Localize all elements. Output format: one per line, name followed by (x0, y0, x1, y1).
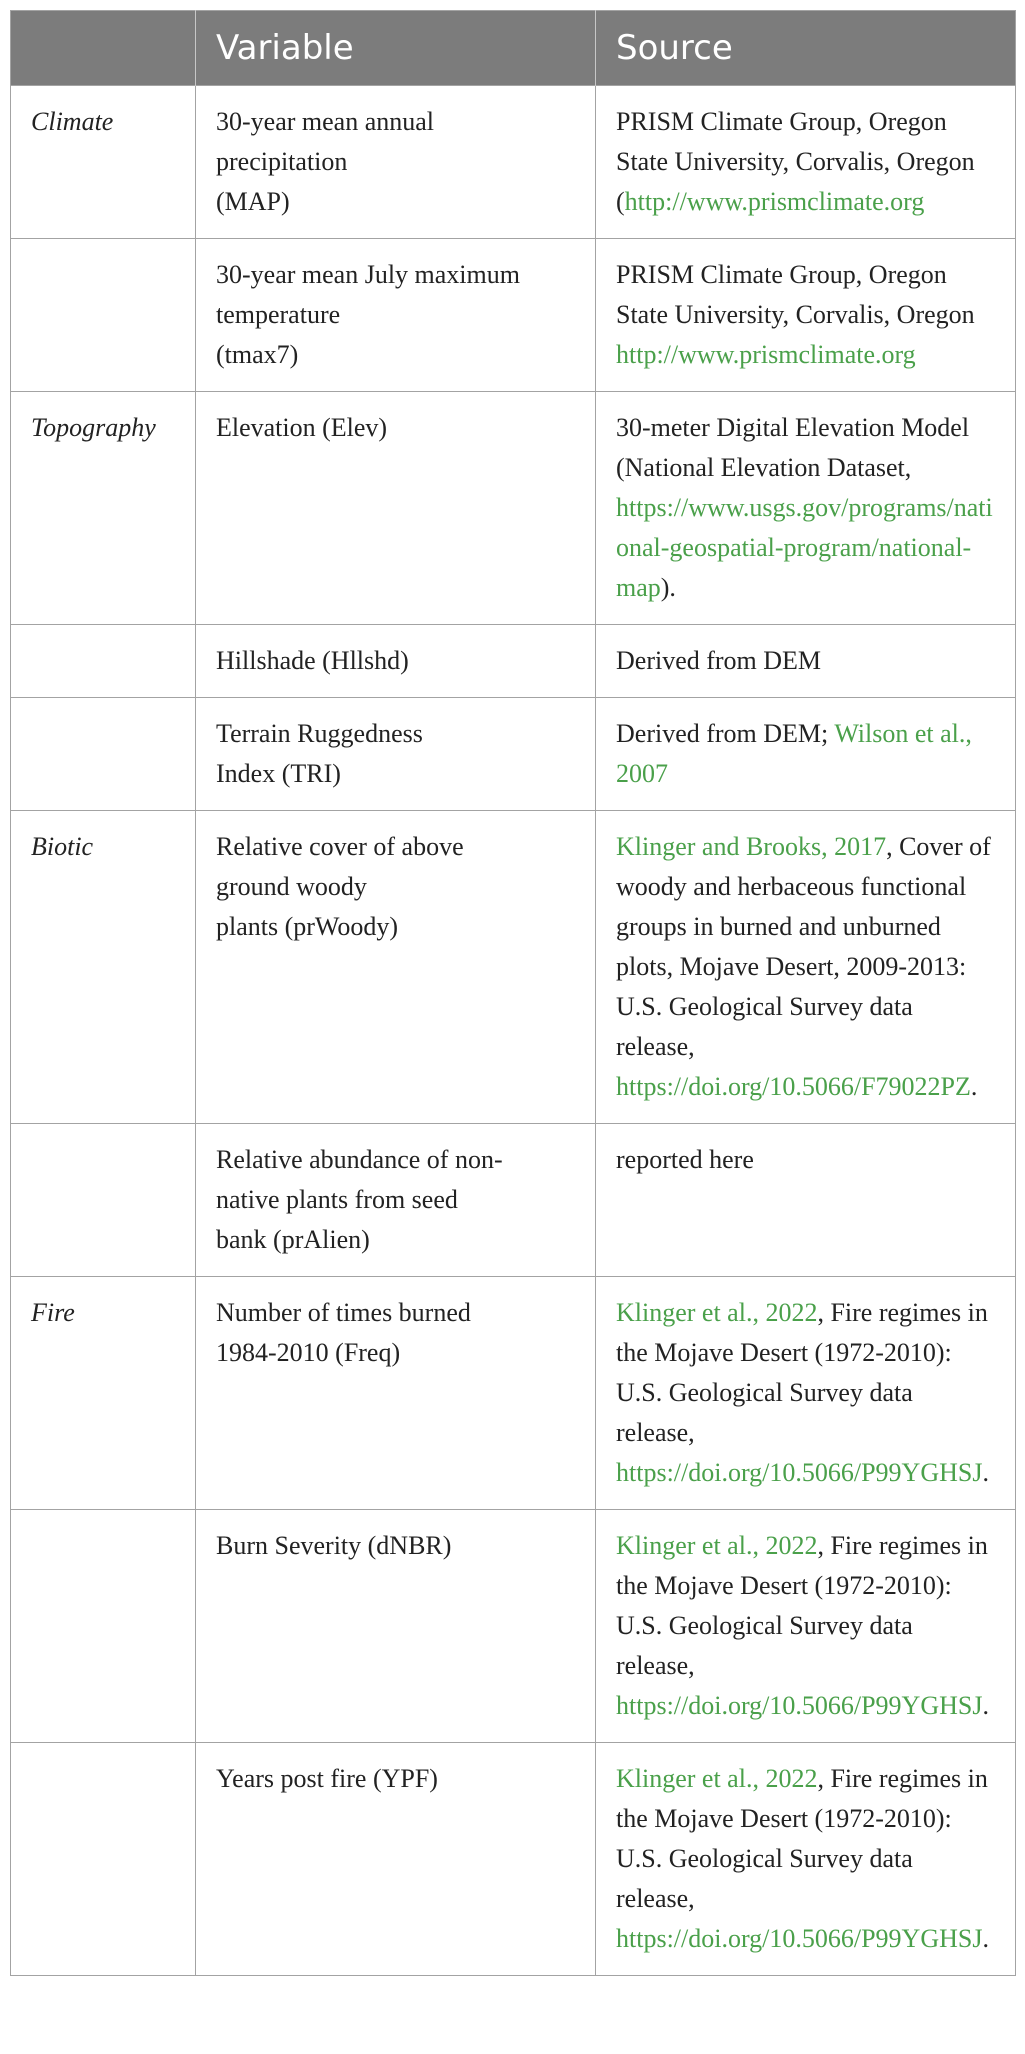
category-cell (11, 1510, 196, 1743)
header-category (11, 11, 196, 86)
variable-cell (196, 625, 596, 698)
variable-line: 1984-2010 (Freq) (216, 1338, 401, 1367)
source-link[interactable]: http://www.prismclimate.org (616, 340, 916, 369)
category-cell (11, 1743, 196, 1976)
category-cell (11, 1124, 196, 1277)
source-cell (596, 1277, 1016, 1510)
variable-cell (196, 1124, 596, 1277)
category-cell (11, 698, 196, 811)
variable-line: Elevation (Elev) (216, 413, 388, 442)
variable-cell (196, 239, 596, 392)
variable-line: Index (TRI) (216, 759, 341, 788)
variable-line: 30-year mean annual (216, 107, 435, 136)
variable-cell (196, 1743, 596, 1976)
variable-cell (196, 392, 596, 625)
source-text: 30-meter Digital Elevation Model (National Elevation Dataset, (616, 413, 970, 482)
source-cell (596, 1510, 1016, 1743)
variable-line: Relative abundance of non- (216, 1145, 503, 1174)
table-row (11, 1743, 1016, 1976)
source-link[interactable]: https://doi.org/10.5066/P99YGHSJ (616, 1691, 983, 1720)
table-row (11, 86, 1016, 239)
category-cell: Biotic (11, 811, 196, 1124)
source-link[interactable]: https://www.usgs.gov/programs/national-geospatial-program/national-map (616, 493, 993, 602)
variable-cell (196, 86, 596, 239)
source-cell (596, 86, 1016, 239)
source-text: Derived from DEM; (616, 719, 835, 748)
source-text: , Fire regimes in the Mojave Desert (1972-2010): U.S. Geological Survey data release, (616, 1531, 988, 1680)
table-row (11, 239, 1016, 392)
source-link[interactable]: Klinger et al., 2022 (616, 1531, 818, 1560)
variable-line: precipitation (216, 147, 348, 176)
variable-line: Terrain Ruggedness (216, 719, 423, 748)
header-source: Source (596, 11, 1016, 86)
source-text: , Fire regimes in the Mojave Desert (1972-2010): U.S. Geological Survey data release, (616, 1298, 988, 1447)
source-cell (596, 625, 1016, 698)
category-cell (11, 625, 196, 698)
category-cell (11, 239, 196, 392)
table-row (11, 625, 1016, 698)
variable-line: Years post fire (YPF) (216, 1764, 438, 1793)
variable-line: temperature (216, 300, 341, 329)
category-cell: Fire (11, 1277, 196, 1510)
table-row (11, 1277, 1016, 1510)
variable-line: 30-year mean July maximum (216, 260, 520, 289)
source-link[interactable]: https://doi.org/10.5066/F79022PZ (616, 1072, 971, 1101)
variable-line: (MAP) (216, 187, 290, 216)
source-text: , Cover of woody and herbaceous functional groups in burned and unburned plots, Mojave Desert, 2009-2013: U.S. Geological Survey data release, (616, 832, 991, 1061)
source-link[interactable]: http://www.prismclimate.org (624, 187, 925, 216)
source-cell (596, 1743, 1016, 1976)
header-variable: Variable (196, 11, 596, 86)
variable-line: Relative cover of above (216, 832, 464, 861)
source-link[interactable]: https://doi.org/10.5066/P99YGHSJ (616, 1924, 983, 1953)
category-cell: Climate (11, 86, 196, 239)
source-cell (596, 1124, 1016, 1277)
variable-line: bank (prAlien) (216, 1225, 370, 1254)
source-cell (596, 811, 1016, 1124)
source-text: ). (660, 573, 676, 602)
variable-cell (196, 1510, 596, 1743)
table-row (11, 1510, 1016, 1743)
variables-table (10, 10, 1016, 1976)
source-cell (596, 392, 1016, 625)
table-row (11, 392, 1016, 625)
source-text: PRISM Climate Group, Oregon State University, Corvalis, Oregon (616, 260, 975, 329)
table-row (11, 698, 1016, 811)
variable-line: Hillshade (Hllshd) (216, 646, 409, 675)
source-text: PRISM Climate Group, Oregon State University, Corvalis, Oregon ( (616, 107, 975, 216)
variable-cell (196, 811, 596, 1124)
variable-line: Number of times burned (216, 1298, 471, 1327)
source-text: . (982, 1924, 989, 1953)
category-cell: Topography (11, 392, 196, 625)
source-text: . (970, 1072, 978, 1101)
variable-line: plants (prWoody) (216, 912, 399, 941)
variable-cell (196, 1277, 596, 1510)
source-text: . (982, 1458, 989, 1487)
variable-line: ground woody (216, 872, 367, 901)
source-text: . (982, 1691, 989, 1720)
variable-line: (tmax7) (216, 340, 299, 369)
table-header-row (11, 11, 1016, 86)
source-link[interactable]: Wilson et al., 2007 (616, 719, 972, 788)
variable-line: native plants from seed (216, 1185, 458, 1214)
table-body (11, 86, 1016, 1976)
table-row (11, 1124, 1016, 1277)
source-cell (596, 239, 1016, 392)
source-text: , Fire regimes in the Mojave Desert (1972-2010): U.S. Geological Survey data release, (616, 1764, 988, 1913)
source-text: Derived from DEM (616, 646, 822, 675)
source-link[interactable]: https://doi.org/10.5066/P99YGHSJ (616, 1458, 983, 1487)
variable-cell (196, 698, 596, 811)
source-text: reported here (616, 1145, 754, 1174)
table-container (10, 10, 1015, 1976)
source-cell (596, 698, 1016, 811)
source-link[interactable]: Klinger et al., 2022 (616, 1298, 818, 1327)
source-link[interactable]: Klinger and Brooks, 2017 (616, 832, 887, 861)
table-row (11, 811, 1016, 1124)
source-link[interactable]: Klinger et al., 2022 (616, 1764, 818, 1793)
variable-line: Burn Severity (dNBR) (216, 1531, 452, 1560)
